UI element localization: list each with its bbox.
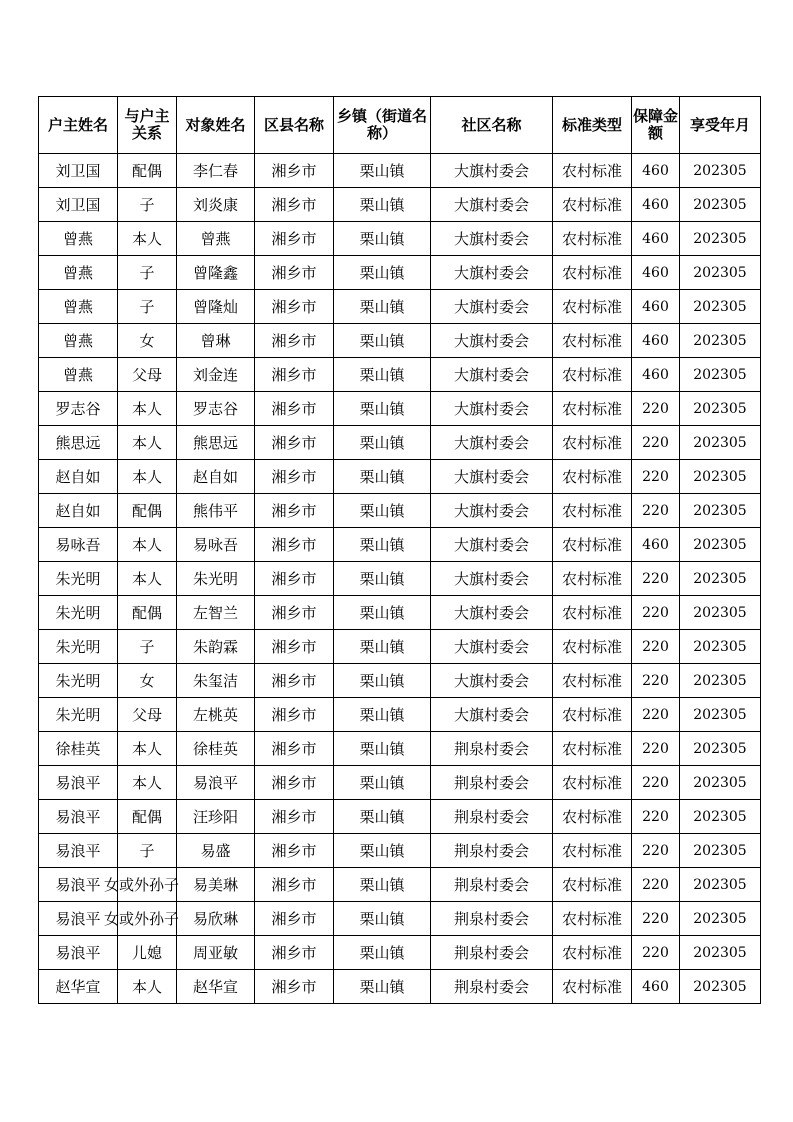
cell-recipient-name: 赵华宣 (177, 970, 255, 1004)
head-recipient-name: 对象姓名 (177, 97, 255, 154)
table-row (39, 732, 761, 766)
cell-householder-name: 易浪平 (39, 902, 118, 936)
cell-relation: 子 (118, 630, 177, 664)
table-body (39, 154, 761, 1004)
cell-householder-name: 赵自如 (39, 460, 118, 494)
cell-county: 湘乡市 (255, 766, 334, 800)
cell-county: 湘乡市 (255, 494, 334, 528)
cell-recipient-name: 易浪平 (177, 766, 255, 800)
cell-recipient-name: 左智兰 (177, 596, 255, 630)
cell-township: 栗山镇 (334, 426, 431, 460)
cell-month: 202305 (680, 800, 761, 834)
cell-relation: 配偶 (118, 154, 177, 188)
cell-relation: 女 (118, 324, 177, 358)
cell-householder-name: 徐桂英 (39, 732, 118, 766)
cell-householder-name: 易浪平 (39, 936, 118, 970)
cell-standard-type: 农村标准 (553, 562, 632, 596)
cell-township: 栗山镇 (334, 256, 431, 290)
cell-county: 湘乡市 (255, 664, 334, 698)
cell-amount: 460 (632, 324, 680, 358)
cell-relation: 父母 (118, 358, 177, 392)
cell-householder-name: 赵自如 (39, 494, 118, 528)
cell-month: 202305 (680, 494, 761, 528)
cell-township: 栗山镇 (334, 800, 431, 834)
table-row (39, 324, 761, 358)
cell-householder-name: 朱光明 (39, 562, 118, 596)
cell-county: 湘乡市 (255, 188, 334, 222)
cell-county: 湘乡市 (255, 868, 334, 902)
cell-community: 荆泉村委会 (431, 800, 553, 834)
cell-amount: 220 (632, 766, 680, 800)
cell-community: 荆泉村委会 (431, 834, 553, 868)
table-row (39, 290, 761, 324)
cell-householder-name: 曾燕 (39, 222, 118, 256)
cell-standard-type: 农村标准 (553, 698, 632, 732)
cell-recipient-name: 易欣琳 (177, 902, 255, 936)
assistance-roster-table (38, 96, 761, 1004)
cell-amount: 220 (632, 664, 680, 698)
cell-community: 荆泉村委会 (431, 732, 553, 766)
cell-township: 栗山镇 (334, 154, 431, 188)
cell-community: 大旗村委会 (431, 392, 553, 426)
cell-community: 大旗村委会 (431, 290, 553, 324)
cell-month: 202305 (680, 188, 761, 222)
cell-county: 湘乡市 (255, 902, 334, 936)
cell-month: 202305 (680, 868, 761, 902)
table-row (39, 392, 761, 426)
cell-householder-name: 曾燕 (39, 290, 118, 324)
cell-county: 湘乡市 (255, 596, 334, 630)
cell-amount: 460 (632, 358, 680, 392)
table-row (39, 596, 761, 630)
cell-standard-type: 农村标准 (553, 800, 632, 834)
cell-amount: 220 (632, 460, 680, 494)
cell-standard-type: 农村标准 (553, 664, 632, 698)
cell-recipient-name: 徐桂英 (177, 732, 255, 766)
cell-township: 栗山镇 (334, 902, 431, 936)
cell-standard-type: 农村标准 (553, 766, 632, 800)
cell-relation: 本人 (118, 426, 177, 460)
cell-recipient-name: 赵自如 (177, 460, 255, 494)
cell-township: 栗山镇 (334, 494, 431, 528)
cell-township: 栗山镇 (334, 698, 431, 732)
cell-amount: 220 (632, 596, 680, 630)
cell-relation: 子 (118, 290, 177, 324)
cell-householder-name: 曾燕 (39, 256, 118, 290)
table-row (39, 494, 761, 528)
cell-standard-type: 农村标准 (553, 528, 632, 562)
cell-county: 湘乡市 (255, 460, 334, 494)
cell-householder-name: 易咏吾 (39, 528, 118, 562)
table-row (39, 222, 761, 256)
table-row (39, 630, 761, 664)
head-amount: 保障金额 (632, 97, 680, 154)
head-community: 社区名称 (431, 97, 553, 154)
cell-recipient-name: 朱玺洁 (177, 664, 255, 698)
cell-recipient-name: 熊伟平 (177, 494, 255, 528)
cell-recipient-name: 周亚敏 (177, 936, 255, 970)
head-standard-type: 标准类型 (553, 97, 632, 154)
cell-householder-name: 刘卫国 (39, 154, 118, 188)
cell-month: 202305 (680, 732, 761, 766)
cell-month: 202305 (680, 460, 761, 494)
cell-township: 栗山镇 (334, 766, 431, 800)
cell-relation (104, 868, 180, 902)
cell-township: 栗山镇 (334, 290, 431, 324)
cell-community: 大旗村委会 (431, 528, 553, 562)
head-county: 区县名称 (255, 97, 334, 154)
cell-month: 202305 (680, 154, 761, 188)
cell-amount: 220 (632, 732, 680, 766)
cell-relation: 配偶 (118, 494, 177, 528)
cell-householder-name: 罗志谷 (39, 392, 118, 426)
cell-standard-type: 农村标准 (553, 596, 632, 630)
cell-recipient-name: 易美琳 (177, 868, 255, 902)
cell-community: 荆泉村委会 (431, 936, 553, 970)
cell-recipient-name: 李仁春 (177, 154, 255, 188)
head-township: 乡镇（街道名称） (334, 97, 431, 154)
cell-community: 大旗村委会 (431, 460, 553, 494)
cell-householder-name: 曾燕 (39, 358, 118, 392)
cell-community: 大旗村委会 (431, 596, 553, 630)
table-row (39, 460, 761, 494)
cell-householder-name: 朱光明 (39, 664, 118, 698)
cell-relation: 子 (118, 256, 177, 290)
cell-recipient-name: 左桃英 (177, 698, 255, 732)
table-row (39, 970, 761, 1004)
cell-amount: 220 (632, 868, 680, 902)
cell-county: 湘乡市 (255, 630, 334, 664)
cell-township: 栗山镇 (334, 834, 431, 868)
cell-standard-type: 农村标准 (553, 324, 632, 358)
table-row (39, 698, 761, 732)
cell-recipient-name: 曾隆鑫 (177, 256, 255, 290)
cell-township: 栗山镇 (334, 528, 431, 562)
relation-text: 女或外孙子 (104, 910, 180, 928)
table-row (39, 154, 761, 188)
cell-county: 湘乡市 (255, 392, 334, 426)
cell-relation: 本人 (118, 460, 177, 494)
cell-county: 湘乡市 (255, 290, 334, 324)
cell-standard-type: 农村标准 (553, 902, 632, 936)
cell-township: 栗山镇 (334, 222, 431, 256)
cell-standard-type: 农村标准 (553, 392, 632, 426)
cell-township: 栗山镇 (334, 358, 431, 392)
cell-amount: 220 (632, 834, 680, 868)
cell-recipient-name: 罗志谷 (177, 392, 255, 426)
table-row (39, 902, 761, 936)
cell-township: 栗山镇 (334, 664, 431, 698)
cell-householder-name: 刘卫国 (39, 188, 118, 222)
cell-householder-name: 熊思远 (39, 426, 118, 460)
cell-householder-name: 朱光明 (39, 698, 118, 732)
cell-relation: 本人 (118, 392, 177, 426)
cell-township: 栗山镇 (334, 732, 431, 766)
cell-relation: 本人 (118, 562, 177, 596)
cell-relation (104, 902, 180, 936)
cell-township: 栗山镇 (334, 188, 431, 222)
cell-county: 湘乡市 (255, 222, 334, 256)
cell-month: 202305 (680, 290, 761, 324)
cell-county: 湘乡市 (255, 732, 334, 766)
cell-householder-name: 朱光明 (39, 630, 118, 664)
relation-text: 女或外孙子 (104, 876, 180, 894)
cell-relation: 女 (118, 664, 177, 698)
cell-recipient-name: 曾隆灿 (177, 290, 255, 324)
table-row (39, 936, 761, 970)
cell-community: 大旗村委会 (431, 426, 553, 460)
cell-standard-type: 农村标准 (553, 970, 632, 1004)
cell-amount: 220 (632, 800, 680, 834)
cell-amount: 460 (632, 154, 680, 188)
cell-recipient-name: 曾琳 (177, 324, 255, 358)
cell-month: 202305 (680, 222, 761, 256)
cell-householder-name: 易浪平 (39, 800, 118, 834)
cell-amount: 460 (632, 222, 680, 256)
cell-township: 栗山镇 (334, 970, 431, 1004)
cell-relation: 本人 (118, 222, 177, 256)
cell-relation: 本人 (118, 766, 177, 800)
table-header (39, 97, 761, 154)
cell-relation: 本人 (118, 970, 177, 1004)
cell-recipient-name: 熊思远 (177, 426, 255, 460)
cell-township: 栗山镇 (334, 562, 431, 596)
cell-recipient-name: 曾燕 (177, 222, 255, 256)
table-row (39, 426, 761, 460)
cell-relation: 父母 (118, 698, 177, 732)
cell-standard-type: 农村标准 (553, 222, 632, 256)
cell-standard-type: 农村标准 (553, 188, 632, 222)
cell-householder-name: 易浪平 (39, 766, 118, 800)
cell-community: 荆泉村委会 (431, 868, 553, 902)
header-row (39, 97, 761, 154)
cell-month: 202305 (680, 528, 761, 562)
cell-amount: 220 (632, 902, 680, 936)
cell-month: 202305 (680, 596, 761, 630)
cell-recipient-name: 汪珍阳 (177, 800, 255, 834)
cell-recipient-name: 朱光明 (177, 562, 255, 596)
cell-community: 大旗村委会 (431, 630, 553, 664)
head-month: 享受年月 (680, 97, 761, 154)
cell-standard-type: 农村标准 (553, 256, 632, 290)
cell-standard-type: 农村标准 (553, 460, 632, 494)
cell-month: 202305 (680, 426, 761, 460)
cell-community: 荆泉村委会 (431, 902, 553, 936)
cell-standard-type: 农村标准 (553, 936, 632, 970)
cell-amount: 220 (632, 936, 680, 970)
cell-amount: 460 (632, 970, 680, 1004)
cell-month: 202305 (680, 936, 761, 970)
cell-standard-type: 农村标准 (553, 358, 632, 392)
cell-householder-name: 易浪平 (39, 834, 118, 868)
cell-standard-type: 农村标准 (553, 426, 632, 460)
cell-recipient-name: 刘炎康 (177, 188, 255, 222)
cell-month: 202305 (680, 392, 761, 426)
cell-community: 大旗村委会 (431, 154, 553, 188)
cell-recipient-name: 朱韵霖 (177, 630, 255, 664)
cell-standard-type: 农村标准 (553, 154, 632, 188)
cell-county: 湘乡市 (255, 562, 334, 596)
cell-community: 大旗村委会 (431, 562, 553, 596)
cell-standard-type: 农村标准 (553, 868, 632, 902)
table-row (39, 528, 761, 562)
cell-month: 202305 (680, 630, 761, 664)
cell-amount: 460 (632, 290, 680, 324)
cell-amount: 220 (632, 426, 680, 460)
cell-month: 202305 (680, 358, 761, 392)
cell-county: 湘乡市 (255, 256, 334, 290)
cell-community: 大旗村委会 (431, 324, 553, 358)
cell-amount: 460 (632, 188, 680, 222)
cell-standard-type: 农村标准 (553, 290, 632, 324)
cell-amount: 460 (632, 528, 680, 562)
cell-relation: 配偶 (118, 596, 177, 630)
cell-township: 栗山镇 (334, 324, 431, 358)
cell-month: 202305 (680, 766, 761, 800)
cell-county: 湘乡市 (255, 324, 334, 358)
cell-community: 大旗村委会 (431, 222, 553, 256)
cell-community: 荆泉村委会 (431, 970, 553, 1004)
cell-month: 202305 (680, 970, 761, 1004)
cell-township: 栗山镇 (334, 392, 431, 426)
cell-amount: 220 (632, 562, 680, 596)
table-row (39, 834, 761, 868)
cell-county: 湘乡市 (255, 426, 334, 460)
cell-county: 湘乡市 (255, 834, 334, 868)
cell-month: 202305 (680, 664, 761, 698)
cell-county: 湘乡市 (255, 154, 334, 188)
cell-month: 202305 (680, 902, 761, 936)
cell-amount: 460 (632, 256, 680, 290)
cell-community: 荆泉村委会 (431, 766, 553, 800)
cell-community: 大旗村委会 (431, 358, 553, 392)
table-row (39, 800, 761, 834)
cell-month: 202305 (680, 324, 761, 358)
cell-township: 栗山镇 (334, 936, 431, 970)
cell-month: 202305 (680, 256, 761, 290)
cell-month: 202305 (680, 562, 761, 596)
cell-community: 大旗村委会 (431, 494, 553, 528)
cell-county: 湘乡市 (255, 698, 334, 732)
cell-county: 湘乡市 (255, 970, 334, 1004)
cell-relation: 配偶 (118, 800, 177, 834)
table-row (39, 868, 761, 902)
head-relation: 与户主关系 (118, 97, 177, 154)
cell-recipient-name: 刘金连 (177, 358, 255, 392)
cell-householder-name: 赵华宣 (39, 970, 118, 1004)
cell-county: 湘乡市 (255, 800, 334, 834)
cell-amount: 220 (632, 630, 680, 664)
head-householder-name: 户主姓名 (39, 97, 118, 154)
cell-month: 202305 (680, 698, 761, 732)
cell-amount: 220 (632, 392, 680, 426)
cell-relation: 本人 (118, 528, 177, 562)
cell-community: 大旗村委会 (431, 256, 553, 290)
cell-standard-type: 农村标准 (553, 834, 632, 868)
table-row (39, 664, 761, 698)
table-row (39, 256, 761, 290)
cell-standard-type: 农村标准 (553, 494, 632, 528)
cell-township: 栗山镇 (334, 868, 431, 902)
cell-community: 大旗村委会 (431, 664, 553, 698)
cell-relation: 子 (118, 834, 177, 868)
cell-standard-type: 农村标准 (553, 630, 632, 664)
cell-county: 湘乡市 (255, 358, 334, 392)
cell-community: 大旗村委会 (431, 698, 553, 732)
cell-month: 202305 (680, 834, 761, 868)
cell-amount: 220 (632, 494, 680, 528)
cell-relation: 本人 (118, 732, 177, 766)
table-row (39, 562, 761, 596)
cell-householder-name: 易浪平 (39, 868, 118, 902)
cell-township: 栗山镇 (334, 630, 431, 664)
table-row (39, 188, 761, 222)
table-row (39, 766, 761, 800)
cell-householder-name: 朱光明 (39, 596, 118, 630)
cell-township: 栗山镇 (334, 596, 431, 630)
cell-recipient-name: 易咏吾 (177, 528, 255, 562)
cell-county: 湘乡市 (255, 528, 334, 562)
cell-relation: 子 (118, 188, 177, 222)
cell-recipient-name: 易盛 (177, 834, 255, 868)
cell-relation: 儿媳 (118, 936, 177, 970)
cell-township: 栗山镇 (334, 460, 431, 494)
table-row (39, 358, 761, 392)
cell-community: 大旗村委会 (431, 188, 553, 222)
cell-amount: 220 (632, 698, 680, 732)
cell-householder-name: 曾燕 (39, 324, 118, 358)
cell-standard-type: 农村标准 (553, 732, 632, 766)
cell-county: 湘乡市 (255, 936, 334, 970)
